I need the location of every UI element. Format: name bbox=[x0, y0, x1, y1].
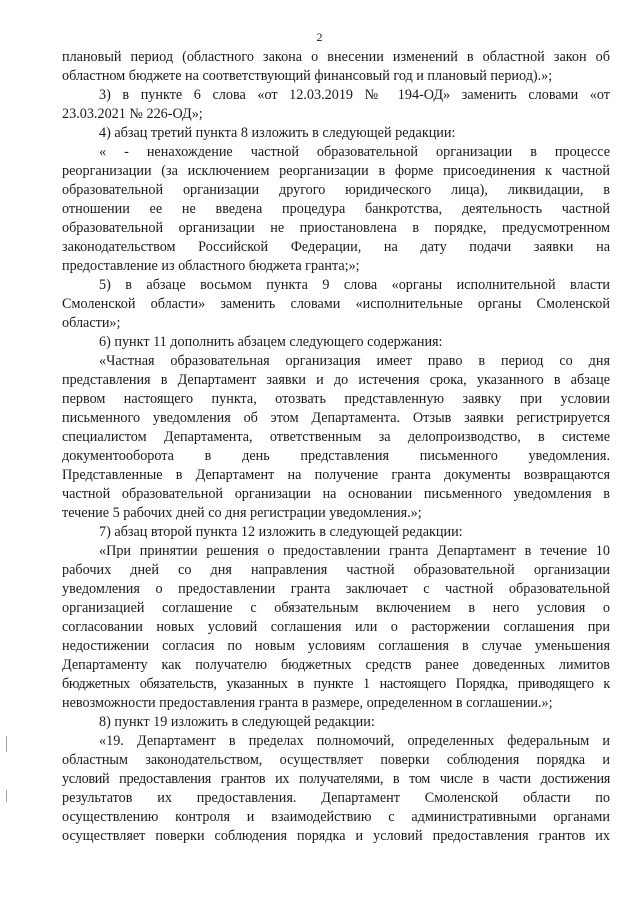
page-number: 2 bbox=[316, 30, 323, 44]
text-line: области»; bbox=[62, 315, 121, 331]
text-line: 3) в пункте 6 слова «от 12.03.2019 № 194-ОД» заменить словами «от bbox=[99, 87, 610, 103]
text-line: рабочих дней со дня направления частной образовательной организации bbox=[62, 562, 610, 578]
text-line: Представленные в Департамент на получение гранта документы возвращаются bbox=[62, 467, 610, 483]
document-body bbox=[62, 48, 610, 846]
text-line: первом настоящего пункта, отозвать представленную заявку при условии bbox=[62, 391, 610, 407]
text-line: 4) абзац третий пункта 8 изложить в следующей редакции: bbox=[99, 125, 456, 141]
text-line: частной образовательной организации на основании письменного уведомления в bbox=[62, 486, 610, 502]
text-line: недостижении согласия по новым условиям соглашения в случае уменьшения bbox=[62, 638, 610, 654]
text-line: согласовании новых условий соглашения или о расторжении соглашения при bbox=[62, 619, 610, 635]
text-line: 7) абзац второй пункта 12 изложить в следующей редакции: bbox=[99, 524, 463, 540]
text-line: представления в Департамент заявки и до истечения срока, указанного в абзаце bbox=[62, 372, 610, 388]
text-line: областном бюджете на соответствующий финансовый год и плановый период).»; bbox=[62, 68, 553, 84]
text-line: 8) пункт 19 изложить в следующей редакции: bbox=[99, 714, 375, 730]
text-line: предоставление из областного бюджета гранта;»; bbox=[62, 258, 360, 274]
text-line: результатов их предоставления. Департамент Смоленской области по bbox=[62, 790, 610, 806]
text-line: плановый период (областного закона о внесении изменений в областной закон об bbox=[62, 49, 610, 65]
text-line: осуществляет поверки соблюдения порядка и условий предоставления грантов их bbox=[62, 828, 610, 844]
text-line: бюджетных обязательств, указанных в пункте 1 настоящего Порядка, приводящего к bbox=[62, 676, 610, 692]
text-line: организацией соглашение с обязательным включением в него условия о bbox=[62, 600, 610, 616]
text-line: документооборота в день представления письменного уведомления. bbox=[62, 448, 610, 464]
text-line: 5) в абзаце восьмом пункта 9 слова «органы исполнительной власти bbox=[99, 277, 610, 293]
text-line: образовательной организации другого юридического лица), ликвидации, в bbox=[62, 182, 610, 198]
text-line: течение 5 рабочих дней со дня регистрации уведомления.»; bbox=[62, 505, 422, 521]
text-line: «При принятии решения о предоставлении гранта Департамент в течение 10 bbox=[99, 543, 610, 559]
text-line: невозможности предоставления гранта в размере, определенном в соглашении.»; bbox=[62, 695, 553, 711]
text-line: Департаменту как получателю бюджетных средств ранее доведенных лимитов bbox=[62, 657, 610, 673]
text-line: реорганизации (за исключением реорганизации в форме присоединения к частной bbox=[62, 163, 610, 179]
scan-edge-mark bbox=[6, 736, 7, 752]
text-line: отношении ее не введена процедура банкротства, деятельность частной bbox=[62, 201, 610, 217]
text-line: уведомления о предоставлении гранта заключает с частной образовательной bbox=[62, 581, 610, 597]
text-line: областным законодательством, осуществляет поверки соблюдения порядка и bbox=[62, 752, 610, 768]
text-line: 6) пункт 11 дополнить абзацем следующего содержания: bbox=[99, 334, 443, 350]
text-line: осуществлению контроля и взаимодействию с административными органами bbox=[62, 809, 610, 825]
text-line: «19. Департамент в пределах полномочий, определенных федеральным и bbox=[99, 733, 610, 749]
text-line: образовательной организации не приостановлена в порядке, предусмотренном bbox=[62, 220, 610, 236]
text-line: «Частная образовательная организация имеет право в период со дня bbox=[99, 353, 610, 369]
text-line: специалистом Департамента, ответственным за делопроизводство, в системе bbox=[62, 429, 610, 445]
scan-edge-mark bbox=[6, 790, 7, 802]
text-line: « - ненахождение частной образовательной организации в процессе bbox=[99, 144, 610, 160]
text-line: письменного уведомления об этом Департамента. Отзыв заявки регистрируется bbox=[62, 410, 610, 426]
text-line: законодательством Российской Федерации, на дату подачи заявки на bbox=[62, 239, 610, 255]
text-line: условий предоставления грантов их получателями, в том числе в части достижения bbox=[62, 771, 610, 787]
text-line: Смоленской области» заменить словами «исполнительные органы Смоленской bbox=[62, 296, 610, 312]
text-line: 23.03.2021 № 226-ОД»; bbox=[62, 106, 203, 122]
